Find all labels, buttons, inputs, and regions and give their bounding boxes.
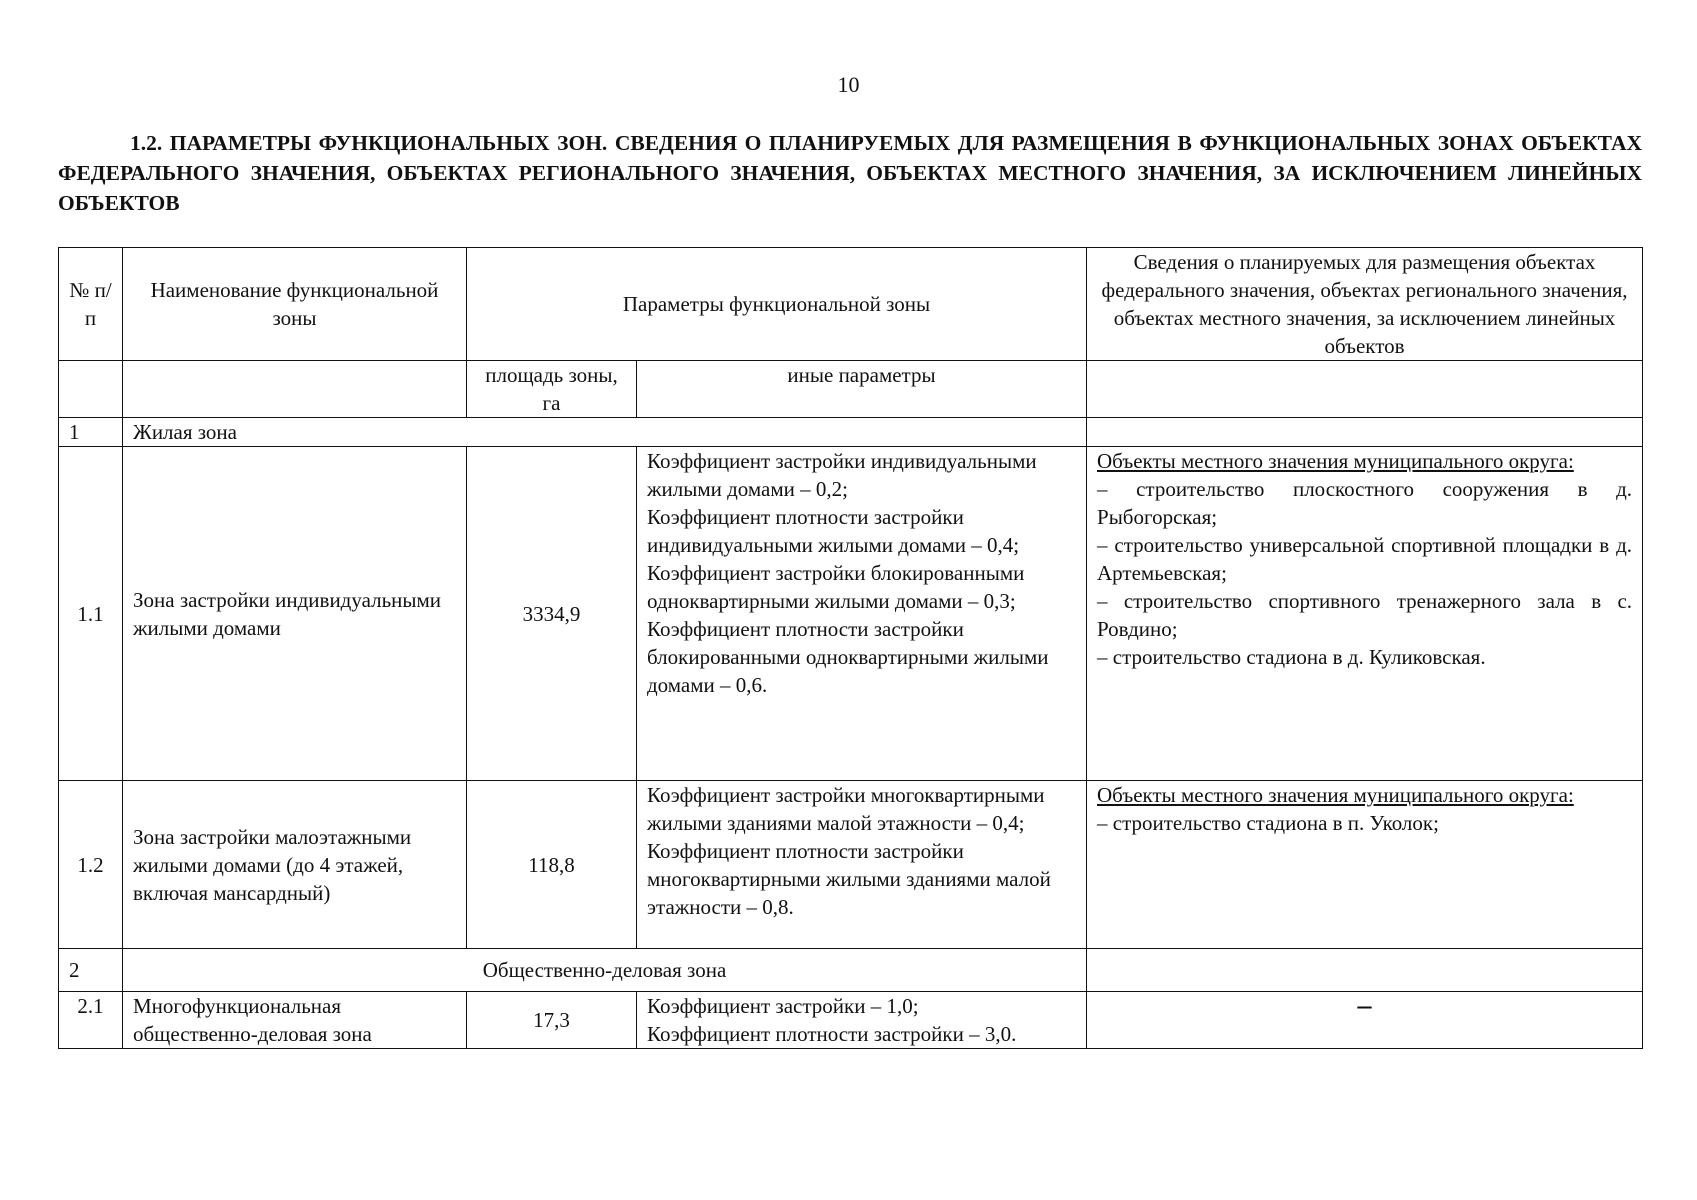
subheader-row: [59, 361, 1643, 418]
parameter-line: Коэффициент застройки блокированными одноквартирными жилыми домами – 0,3;: [647, 561, 1025, 613]
objects-title: Объекты местного значения муниципального округа:: [1097, 783, 1574, 807]
parameter-line: Коэффициент плотности застройки многоквартирными жилыми зданиями малой этажности – 0,8.: [647, 839, 1051, 919]
header-row: [59, 248, 1643, 361]
row-zone-name: Многофункциональная общественно-деловая зона: [123, 992, 467, 1049]
parameter-line: Коэффициент плотности застройки – 3,0.: [647, 1022, 1017, 1046]
subheader-empty-number: [59, 361, 123, 418]
section-row-residential: [59, 418, 1643, 447]
section-heading: 1.2. ПАРАМЕТРЫ ФУНКЦИОНАЛЬНЫХ ЗОН. СВЕДЕНИЯ О ПЛАНИРУЕМЫХ ДЛЯ РАЗМЕЩЕНИЯ В ФУНКЦИОНАЛЬНЫХ ЗОНАХ ОБЪЕКТАХ ФЕДЕРАЛЬНОГО ЗНАЧЕНИЯ, ОБЪЕКТАХ РЕГИОНАЛЬНОГО ЗНАЧЕНИЯ, ОБЪЕКТАХ МЕСТНОГО ЗНАЧЕНИЯ, ЗА ИСКЛЮЧЕНИЕМ ЛИНЕЙНЫХ ОБЪЕКТОВ: [58, 131, 1642, 215]
section-empty-objects: [1087, 418, 1643, 447]
subheader-empty-name: [123, 361, 467, 418]
header-zone-area: площадь зоны, га: [467, 361, 637, 418]
section-title: Жилая зона: [123, 418, 1087, 447]
parameter-line: Коэффициент застройки индивидуальными жилыми домами – 0,2;: [647, 449, 1037, 501]
row-number: 2.1: [59, 992, 123, 1049]
object-item: – строительство стадиона в п. Уколок;: [1097, 811, 1439, 835]
section-empty-objects: [1087, 949, 1643, 992]
row-other-parameters: [637, 447, 1087, 781]
header-planned-objects: Сведения о планируемых для размещения объектах федерального значения, объектах регионального значения, объектах местного значения, за исключением линейных объектов: [1087, 248, 1643, 361]
header-zone-parameters: Параметры функциональной зоны: [467, 248, 1087, 361]
header-other-parameters: иные параметры: [637, 361, 1087, 418]
parameter-line: Коэффициент плотности застройки блокированными одноквартирными жилыми домами – 0,6.: [647, 617, 1049, 697]
table-row: [59, 447, 1643, 781]
section-number: 1: [59, 418, 123, 447]
row-other-parameters: [637, 781, 1087, 949]
row-number: 1.1: [59, 447, 123, 781]
section-number: 2: [59, 949, 123, 992]
row-zone-area: 3334,9: [467, 447, 637, 781]
section-title: Общественно-деловая зона: [123, 949, 1087, 992]
subheader-empty-objects: [1087, 361, 1643, 418]
object-item: – строительство стадиона в д. Куликовская.: [1097, 645, 1486, 669]
objects-title: Объекты местного значения муниципального округа:: [1097, 449, 1574, 473]
row-zone-area: 118,8: [467, 781, 637, 949]
object-item: – строительство универсальной спортивной площадки в д. Артемьевская;: [1097, 533, 1633, 585]
row-planned-objects: [1087, 447, 1643, 781]
parameter-line: Коэффициент застройки – 1,0;: [647, 994, 919, 1018]
parameter-line: Коэффициент застройки многоквартирными жилыми зданиями малой этажности – 0,4;: [647, 783, 1045, 835]
row-zone-area: 17,3: [467, 992, 637, 1049]
row-zone-name: Зона застройки индивидуальными жилыми домами: [123, 447, 467, 781]
table-row: [59, 992, 1643, 1049]
header-zone-name: Наименование функциональной зоны: [123, 248, 467, 361]
page-number: 10: [837, 72, 860, 97]
row-planned-objects: [1087, 781, 1643, 949]
row-planned-objects: [1087, 992, 1643, 1049]
row-zone-name: Зона застройки малоэтажными жилыми домами (до 4 этажей, включая мансардный): [123, 781, 467, 949]
parameter-line: Коэффициент плотности застройки индивидуальными жилыми домами – 0,4;: [647, 505, 1020, 557]
section-row-business: [59, 949, 1643, 992]
table-row: [59, 781, 1643, 949]
empty-dash: –: [1357, 991, 1372, 1021]
object-item: – строительство спортивного тренажерного зала в с. Ровдино;: [1097, 589, 1633, 641]
row-other-parameters: [637, 992, 1087, 1049]
functional-zones-table: [58, 247, 1643, 1049]
header-number: № п/п: [59, 248, 123, 361]
row-number: 1.2: [59, 781, 123, 949]
object-item: – строительство плоскостного сооружения в д. Рыбогорская;: [1097, 477, 1633, 529]
